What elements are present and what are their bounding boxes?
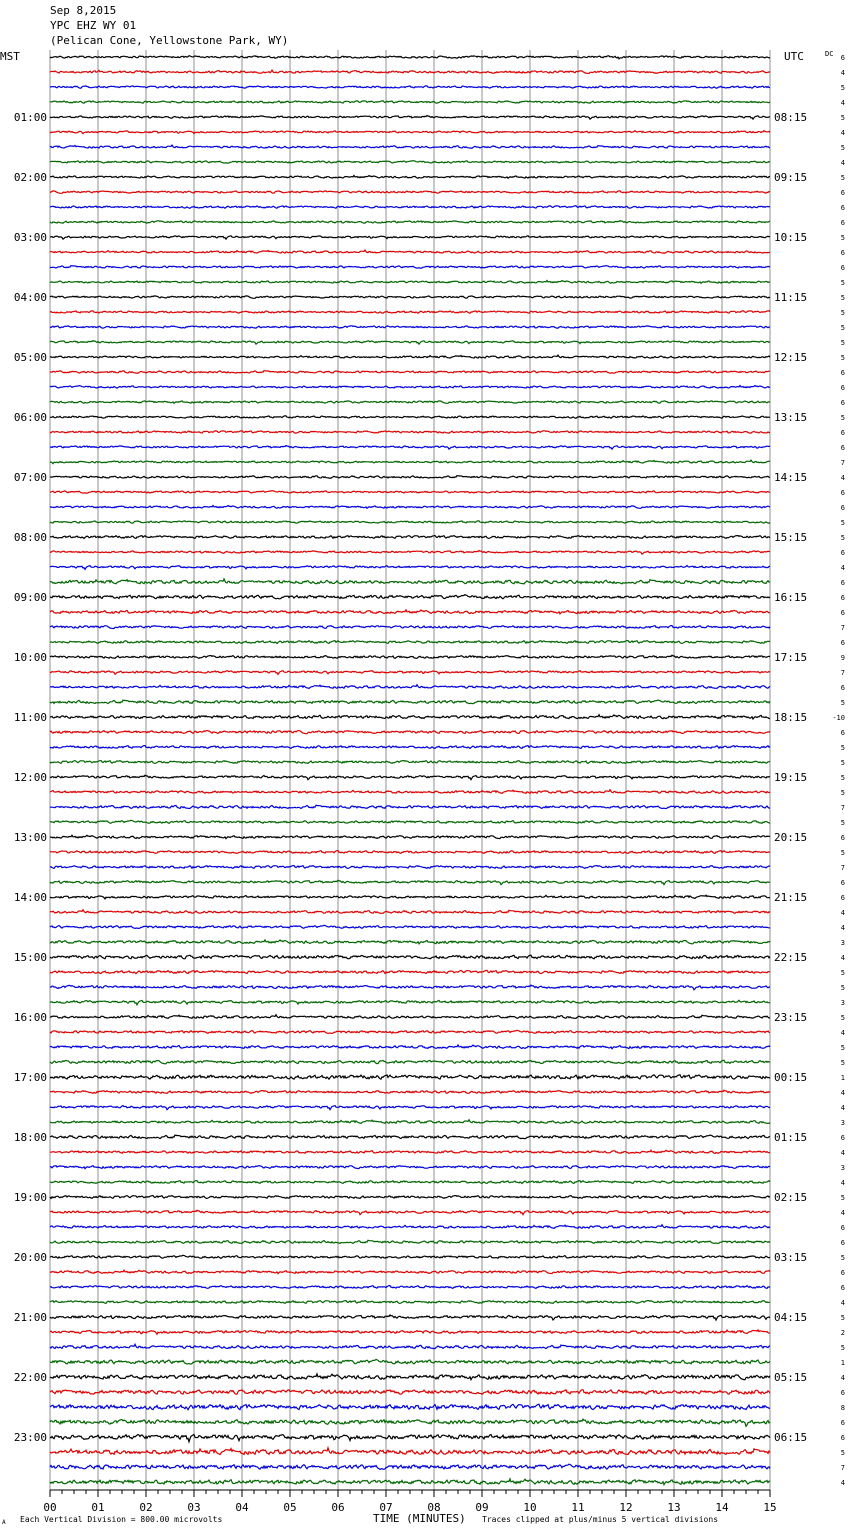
trace-22 <box>50 386 770 389</box>
trace-37 <box>50 610 770 614</box>
station-location: (Pelican Cone, Yellowstone Park, WY) <box>50 34 289 47</box>
dc-offset-value: 6 <box>840 1389 845 1397</box>
dc-offset-value: 6 <box>840 639 845 647</box>
trace-90 <box>50 1404 770 1409</box>
trace-15 <box>50 281 770 284</box>
dc-offset-value: 6 <box>840 684 845 692</box>
trace-75 <box>50 1181 770 1184</box>
left-hour-label: 13:00 <box>13 831 47 844</box>
left-hour-label: 09:00 <box>13 591 47 604</box>
dc-offset-value: 6 <box>840 399 845 407</box>
right-hour-label: 00:15 <box>774 1071 808 1084</box>
left-hour-label: 04:00 <box>13 291 47 304</box>
trace-50 <box>50 805 770 808</box>
trace-19 <box>50 341 770 345</box>
dc-offset-value: 6 <box>840 549 845 557</box>
dc-offset-value: 6 <box>840 834 845 842</box>
dc-offset-value: 5 <box>840 1344 845 1352</box>
dc-offset-value: 6 <box>840 489 845 497</box>
right-hour-label: 17:15 <box>774 651 808 664</box>
right-hour-label: 22:15 <box>774 951 808 964</box>
dc-offset-value: 5 <box>840 1044 845 1052</box>
x-tick-label-09: 09 <box>475 1501 489 1514</box>
dc-offset-value: 5 <box>840 984 845 992</box>
trace-94 <box>50 1464 770 1469</box>
dc-offset-value: 6 <box>840 219 845 227</box>
trace-70 <box>50 1106 770 1110</box>
dc-offset-value: 5 <box>840 849 845 857</box>
dc-offset-value: 6 <box>840 1134 845 1142</box>
trace-38 <box>50 626 770 629</box>
dc-offset-value: 5 <box>840 279 845 287</box>
right-hour-label: 16:15 <box>774 591 808 604</box>
dc-offset-value: 4 <box>840 924 845 932</box>
trace-59 <box>50 940 770 944</box>
dc-offset-value: 1 <box>840 1074 845 1082</box>
dc-offset-value: 1 <box>840 1359 845 1367</box>
dc-offset-value: 4 <box>840 1299 845 1307</box>
dc-offset-value: 5 <box>840 1314 845 1322</box>
trace-8 <box>50 176 770 179</box>
left-hour-label: 20:00 <box>13 1251 47 1264</box>
seismogram-date: Sep 8,2015 <box>50 4 117 17</box>
dc-offset-value: 6 <box>840 609 845 617</box>
trace-76 <box>50 1196 770 1199</box>
seismic-traces <box>50 56 770 1485</box>
dc-offset-value: 5 <box>840 774 845 782</box>
dc-offset-value: 4 <box>840 1029 845 1037</box>
trace-95 <box>50 1479 770 1485</box>
dc-offset-value: 4 <box>840 99 845 107</box>
trace-67 <box>50 1060 770 1063</box>
left-timezone-label: MST <box>0 50 20 63</box>
trace-57 <box>50 910 770 914</box>
dc-offset-value: 5 <box>840 519 845 527</box>
left-hour-label: 21:00 <box>13 1311 47 1324</box>
dc-offset-value: 6 <box>840 249 845 257</box>
trace-63 <box>50 1000 770 1005</box>
x-tick-label-07: 07 <box>379 1501 393 1514</box>
trace-52 <box>50 835 770 838</box>
right-hour-label: 02:15 <box>774 1191 808 1204</box>
dc-offset-value: 5 <box>840 174 845 182</box>
dc-offset-value: 3 <box>840 939 845 947</box>
dc-offset-value: 4 <box>840 159 845 167</box>
left-hour-label: 07:00 <box>13 471 47 484</box>
left-hour-label: 02:00 <box>13 171 47 184</box>
trace-41 <box>50 671 770 675</box>
trace-44 <box>50 715 770 719</box>
dc-offset-value: 6 <box>840 504 845 512</box>
x-tick-label-08: 08 <box>427 1501 441 1514</box>
left-hour-label: 14:00 <box>13 891 47 904</box>
trace-13 <box>50 250 770 253</box>
trace-12 <box>50 236 770 239</box>
x-tick-label-12: 12 <box>619 1501 633 1514</box>
trace-83 <box>50 1301 770 1304</box>
right-hour-label: 19:15 <box>774 771 808 784</box>
trace-68 <box>50 1075 770 1079</box>
trace-27 <box>50 460 770 464</box>
dc-offset-value: 4 <box>840 1209 845 1217</box>
dc-offset-value: 8 <box>840 1404 845 1412</box>
dc-offset-value: 6 <box>840 1419 845 1427</box>
dc-offset-value: 2 <box>840 1329 845 1337</box>
dc-offset-value: 5 <box>840 84 845 92</box>
dc-offset-value: 6 <box>840 594 845 602</box>
trace-91 <box>50 1419 770 1426</box>
trace-3 <box>50 101 770 103</box>
trace-18 <box>50 326 770 328</box>
dc-offset-value: 4 <box>840 1479 845 1487</box>
trace-54 <box>50 866 770 869</box>
trace-60 <box>50 955 770 959</box>
dc-offset-value: 4 <box>840 1374 845 1382</box>
trace-4 <box>50 116 770 120</box>
x-tick-label-06: 06 <box>331 1501 345 1514</box>
dc-offset-value: 5 <box>840 699 845 707</box>
left-hour-label: 03:00 <box>13 231 47 244</box>
trace-39 <box>50 641 770 644</box>
trace-31 <box>50 521 770 523</box>
left-hour-label: 19:00 <box>13 1191 47 1204</box>
dc-offset-value: 6 <box>840 429 845 437</box>
dc-offset-value: 6 <box>840 444 845 452</box>
trace-80 <box>50 1255 770 1258</box>
trace-42 <box>50 685 770 689</box>
right-hour-label: 23:15 <box>774 1011 808 1024</box>
dc-offset-value: 5 <box>840 144 845 152</box>
trace-78 <box>50 1225 770 1229</box>
dc-offset-value: 6 <box>840 384 845 392</box>
trace-87 <box>50 1359 770 1364</box>
trace-65 <box>50 1030 770 1033</box>
x-tick-label-05: 05 <box>283 1501 297 1514</box>
right-hour-label: 05:15 <box>774 1371 808 1384</box>
right-hour-label: 20:15 <box>774 831 808 844</box>
trace-33 <box>50 551 770 555</box>
trace-48 <box>50 775 770 779</box>
right-hour-label: 08:15 <box>774 111 808 124</box>
trace-34 <box>50 566 770 570</box>
trace-10 <box>50 206 770 208</box>
time-axis <box>43 1490 776 1514</box>
trace-6 <box>50 145 770 148</box>
dc-offset-value: 6 <box>840 54 845 62</box>
left-hour-label: 01:00 <box>13 111 47 124</box>
minute-gridlines <box>50 50 770 1490</box>
trace-23 <box>50 401 770 403</box>
trace-5 <box>50 131 770 134</box>
dc-offset-value: 7 <box>840 864 845 872</box>
dc-offset-value: -10 <box>832 714 845 722</box>
trace-28 <box>50 476 770 479</box>
right-hour-label: 18:15 <box>774 711 808 724</box>
right-hour-label: 10:15 <box>774 231 808 244</box>
dc-offset-value: 5 <box>840 1254 845 1262</box>
station-code: YPC EHZ WY 01 <box>50 19 137 32</box>
dc-offset-value: 5 <box>840 819 845 827</box>
dc-offset-value: 5 <box>840 414 845 422</box>
dc-offset-value: 6 <box>840 1434 845 1442</box>
dc-offset-value: 4 <box>840 564 845 572</box>
x-tick-label-03: 03 <box>187 1501 201 1514</box>
left-hour-label: 12:00 <box>13 771 47 784</box>
dc-offset-value: 6 <box>840 1224 845 1232</box>
trace-72 <box>50 1135 770 1139</box>
left-hour-label: 15:00 <box>13 951 47 964</box>
trace-74 <box>50 1166 770 1169</box>
dc-offset-value: 5 <box>840 324 845 332</box>
dc-offset-value: 4 <box>840 1104 845 1112</box>
x-tick-label-15: 15 <box>763 1501 777 1514</box>
trace-93 <box>50 1448 770 1455</box>
dc-offset-value: 6 <box>840 204 845 212</box>
trace-11 <box>50 221 770 224</box>
right-hour-label: 11:15 <box>774 291 808 304</box>
dc-offset-value: 5 <box>840 789 845 797</box>
dc-offset-value: 7 <box>840 1464 845 1472</box>
trace-25 <box>50 431 770 433</box>
left-hour-label: 18:00 <box>13 1131 47 1144</box>
right-hour-label: 14:15 <box>774 471 808 484</box>
right-hour-label: 03:15 <box>774 1251 808 1264</box>
trace-40 <box>50 655 770 658</box>
dc-offset-value: 5 <box>840 309 845 317</box>
trace-35 <box>50 579 770 584</box>
dc-offset-value: 5 <box>840 1014 845 1022</box>
dc-offset-value: 5 <box>840 354 845 362</box>
dc-offset-value: 4 <box>840 954 845 962</box>
x-axis-label: TIME (MINUTES) <box>373 1512 466 1525</box>
trace-66 <box>50 1045 770 1049</box>
trace-49 <box>50 790 770 794</box>
dc-offset-value: 3 <box>840 1164 845 1172</box>
trace-47 <box>50 761 770 764</box>
trace-1 <box>50 70 770 73</box>
trace-20 <box>50 355 770 358</box>
trace-0 <box>50 56 770 59</box>
dc-offset-value: 6 <box>840 579 845 587</box>
trace-61 <box>50 970 770 973</box>
x-tick-label-00: 00 <box>43 1501 57 1514</box>
left-hour-label: 17:00 <box>13 1071 47 1084</box>
trace-45 <box>50 731 770 734</box>
vertical-scale-note: Each Vertical Division = 800.00 microvolts <box>20 1515 223 1524</box>
dc-offset-value: 5 <box>840 1194 845 1202</box>
dc-offset-value: 3 <box>840 1119 845 1127</box>
dc-offset-value: 4 <box>840 1179 845 1187</box>
dc-offset-value: 7 <box>840 804 845 812</box>
x-tick-label-14: 14 <box>715 1501 729 1514</box>
trace-62 <box>50 985 770 990</box>
dc-offset-value: 4 <box>840 1149 845 1157</box>
dc-offset-value: 6 <box>840 1284 845 1292</box>
dc-offset-value: 3 <box>840 999 845 1007</box>
dc-offset-value: 5 <box>840 969 845 977</box>
dc-offset-value: 7 <box>840 669 845 677</box>
trace-43 <box>50 700 770 704</box>
x-tick-label-04: 04 <box>235 1501 249 1514</box>
trace-29 <box>50 491 770 494</box>
left-hour-label: 06:00 <box>13 411 47 424</box>
right-hour-label: 12:15 <box>774 351 808 364</box>
trace-82 <box>50 1286 770 1289</box>
trace-51 <box>50 820 770 823</box>
dc-offset-value: 5 <box>840 294 845 302</box>
trace-92 <box>50 1435 770 1442</box>
left-hour-label: 05:00 <box>13 351 47 364</box>
trace-32 <box>50 536 770 539</box>
trace-36 <box>50 595 770 599</box>
dc-offset-value: 5 <box>840 1449 845 1457</box>
left-hour-label: 08:00 <box>13 531 47 544</box>
trace-89 <box>50 1390 770 1395</box>
x-tick-label-13: 13 <box>667 1501 681 1514</box>
footer-mark: A <box>2 1519 6 1526</box>
dc-offset-value: 7 <box>840 624 845 632</box>
trace-16 <box>50 296 770 298</box>
dc-offset-value: 6 <box>840 1269 845 1277</box>
dc-offset-value: 6 <box>840 369 845 377</box>
trace-73 <box>50 1150 770 1153</box>
dc-offset-value: 6 <box>840 189 845 197</box>
right-hour-label: 01:15 <box>774 1131 808 1144</box>
dc-offset-value: 4 <box>840 474 845 482</box>
x-tick-label-02: 02 <box>139 1501 153 1514</box>
trace-79 <box>50 1240 770 1243</box>
trace-30 <box>50 506 770 509</box>
dc-offset-value: 5 <box>840 234 845 242</box>
right-hour-label: 04:15 <box>774 1311 808 1324</box>
right-hour-label: 09:15 <box>774 171 808 184</box>
dc-offset-header: DC <box>825 50 834 58</box>
trace-17 <box>50 311 770 313</box>
trace-53 <box>50 851 770 854</box>
dc-offset-value: 5 <box>840 1059 845 1067</box>
dc-offset-value: 5 <box>840 759 845 767</box>
trace-56 <box>50 895 770 899</box>
dc-offset-value: 4 <box>840 1089 845 1097</box>
dc-offset-value: 7 <box>840 459 845 467</box>
dc-offset-value: 6 <box>840 879 845 887</box>
trace-77 <box>50 1210 770 1214</box>
left-hour-label: 10:00 <box>13 651 47 664</box>
dc-offset-value: 4 <box>840 69 845 77</box>
trace-85 <box>50 1330 770 1334</box>
left-hour-label: 22:00 <box>13 1371 47 1384</box>
right-hour-label: 21:15 <box>774 891 808 904</box>
trace-86 <box>50 1344 770 1348</box>
trace-2 <box>50 86 770 88</box>
trace-71 <box>50 1120 770 1124</box>
x-tick-label-11: 11 <box>571 1501 585 1514</box>
dc-offset-value: 5 <box>840 534 845 542</box>
right-hour-label: 06:15 <box>774 1431 808 1444</box>
trace-14 <box>50 266 770 269</box>
dc-offset-value: 6 <box>840 264 845 272</box>
x-tick-label-01: 01 <box>91 1501 105 1514</box>
trace-7 <box>50 161 770 164</box>
trace-24 <box>50 416 770 418</box>
left-hour-label: 16:00 <box>13 1011 47 1024</box>
left-hour-label: 23:00 <box>13 1431 47 1444</box>
trace-26 <box>50 446 770 450</box>
dc-offset-value: 6 <box>840 729 845 737</box>
trace-81 <box>50 1270 770 1273</box>
clipping-note: Traces clipped at plus/minus 5 vertical divisions <box>482 1515 719 1524</box>
trace-69 <box>50 1090 770 1093</box>
trace-21 <box>50 371 770 374</box>
trace-46 <box>50 746 770 749</box>
dc-offset-value: 5 <box>840 744 845 752</box>
trace-84 <box>50 1315 770 1320</box>
right-hour-label: 15:15 <box>774 531 808 544</box>
right-timezone-label: UTC <box>784 50 804 63</box>
trace-88 <box>50 1374 770 1380</box>
trace-9 <box>50 191 770 193</box>
dc-offset-value: 5 <box>840 114 845 122</box>
dc-offset-value: 4 <box>840 129 845 137</box>
dc-offset-value: 6 <box>840 894 845 902</box>
dc-offset-value: 6 <box>840 1239 845 1247</box>
dc-offset-value: 5 <box>840 339 845 347</box>
trace-55 <box>50 880 770 884</box>
trace-64 <box>50 1015 770 1019</box>
dc-offset-value: 9 <box>840 654 845 662</box>
right-hour-label: 13:15 <box>774 411 808 424</box>
left-hour-label: 11:00 <box>13 711 47 724</box>
x-tick-label-10: 10 <box>523 1501 537 1514</box>
dc-offset-value: 4 <box>840 909 845 917</box>
trace-58 <box>50 925 770 928</box>
